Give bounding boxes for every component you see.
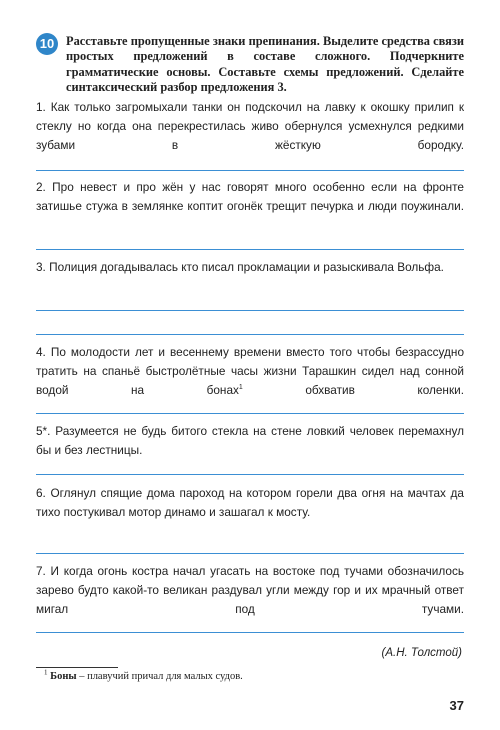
answer-line[interactable] xyxy=(36,413,464,414)
answer-line[interactable] xyxy=(36,632,464,633)
footnote-divider xyxy=(36,667,118,668)
page-number: 37 xyxy=(449,698,464,713)
answer-line[interactable] xyxy=(36,334,464,335)
task-instructions: Расставьте пропущенные знаки препинания. Выделите средства связи простых предложений в составе сложного. Подчеркните грамматические основы. Составьте схемы предложений. Сделайте синтаксический разбор предложения 3. xyxy=(66,34,464,95)
answer-line[interactable] xyxy=(36,474,464,475)
answer-line[interactable] xyxy=(36,310,464,311)
sentence-7: 7. И когда огонь костра начал угасать на востоке под тучами обозначилось зарево будто какой-то великан раздувал угли между гор и их мрачный ответ мигал под тучами. xyxy=(36,564,464,616)
footnote-definition: – плавучий причал для малых судов. xyxy=(76,671,243,682)
sentence-5: 5*. Разумеется не будь битого стекла на стене ловкий человек перемахнул бы и без лестницы. xyxy=(36,424,464,457)
sentence-3: 3. Полиция догадывалась кто писал прокламации и разыскивала Вольфа. xyxy=(36,260,444,274)
sentence-4-text: 4. По молодости лет и весеннему времени вместо того чтобы безрассудно тратить на спаньё быстролётные часы жизни Тарашкин сидел над сонной водой на бонах xyxy=(36,345,464,397)
footnote-number: 1 xyxy=(44,668,48,677)
answer-line[interactable] xyxy=(36,170,464,171)
sentence-6: 6. Оглянул спящие дома пароход на котором горели два огня на мачтах да тихо постукивал мотор динамо и зашагал к мосту. xyxy=(36,486,464,519)
sentence-4-text-end: обхватив коленки. xyxy=(242,383,464,397)
sentence-1: 1. Как только загромыхали танки он подскочил на лавку к окошку прилип к стеклу но когда она перекрестилась живо обернулся усмехнулся редкими зубами в жёсткую бородку. xyxy=(36,100,464,152)
answer-line[interactable] xyxy=(36,249,464,250)
sentence-2: 2. Про невест и про жён у нас говорят много особенно если на фронте затишье стужа в землянке коптит огонёк трещит печурка и люди поужинали. xyxy=(36,180,464,213)
answer-line[interactable] xyxy=(36,553,464,554)
author-attribution: (А.Н. Толстой) xyxy=(381,647,462,659)
footnote-mark: 1 xyxy=(238,384,243,392)
footnote xyxy=(44,668,444,682)
task-number-badge: 10 xyxy=(36,33,58,55)
sentence-4 xyxy=(36,343,464,400)
footnote-term: Боны xyxy=(50,671,77,682)
